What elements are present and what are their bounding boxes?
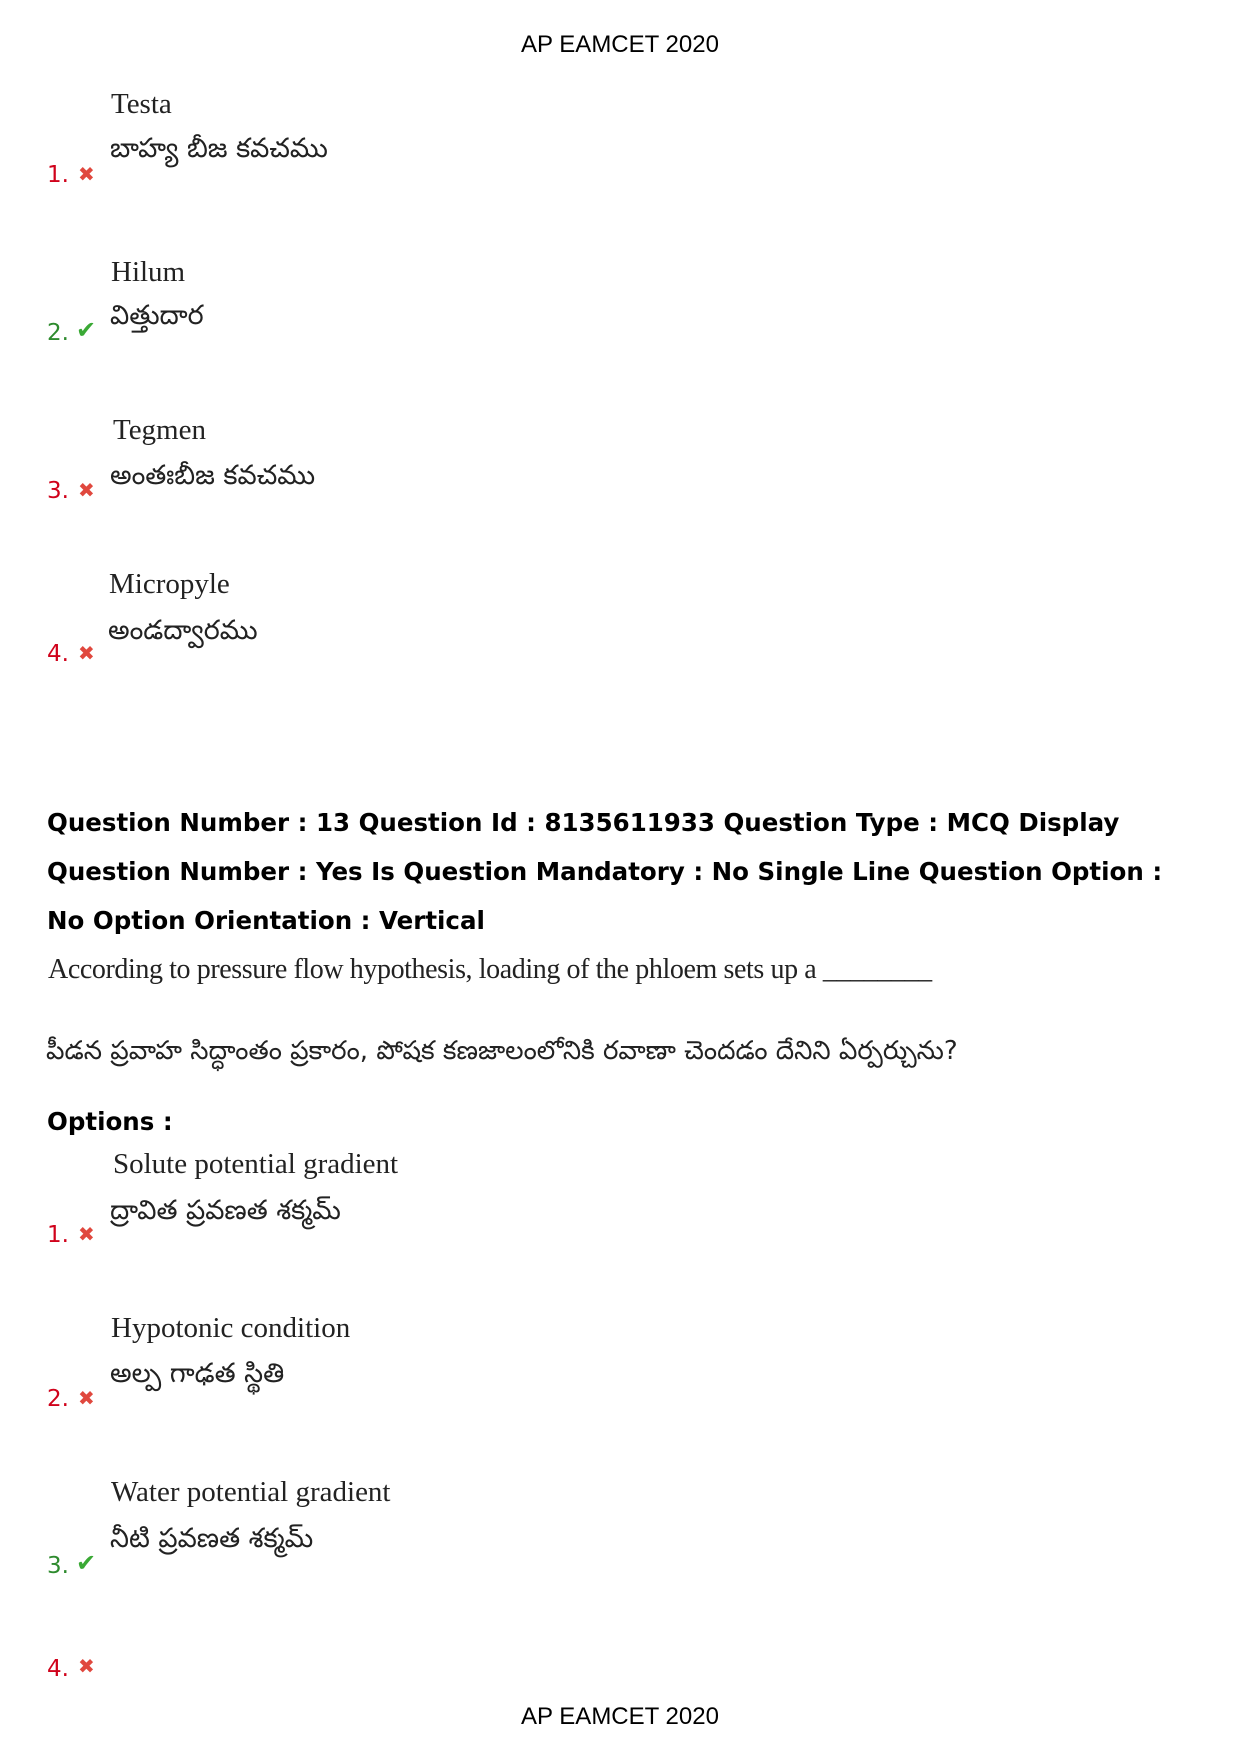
- option-1-number: 1.: [47, 1222, 69, 1248]
- prev-option-2-number: 2.: [47, 320, 69, 346]
- option-3-english: Water potential gradient: [111, 1476, 391, 1508]
- cross-icon: ✖: [78, 641, 95, 665]
- option-2-telugu: అల్ప గాఢత స్థితి: [110, 1358, 285, 1389]
- option-1-telugu: ద్రావిత ప్రవణత శక్మమ్: [110, 1195, 341, 1226]
- option-3-number: 3.: [47, 1553, 69, 1579]
- question-meta: Question Number : 13 Question Id : 8135611933 Question Type : MCQ Display Question Number : Yes Is Question Mandatory : No Single Line Question Option : No Option Orientation : Vertical: [47, 808, 1163, 935]
- option-1-english: Solute potential gradient: [113, 1148, 399, 1180]
- option-4-number: 4.: [47, 1656, 69, 1682]
- prev-option-4-telugu: అండద్వారము: [108, 615, 258, 646]
- question-text-telugu: పీడన ప్రవాహ సిద్ధాంతం ప్రకారం, పోషక కణజాలంలోనికి రవాణా చెందడం దేనిని ఏర్పర్చును?: [46, 1036, 958, 1066]
- options-label: Options :: [47, 1107, 173, 1136]
- prev-option-1-number: 1.: [47, 162, 69, 188]
- cross-icon: ✖: [78, 1222, 95, 1246]
- check-icon: ✔: [76, 1549, 97, 1577]
- check-icon: ✔: [76, 316, 97, 344]
- page-footer: AP EAMCET 2020: [521, 1703, 719, 1730]
- option-2-english: Hypotonic condition: [111, 1312, 351, 1344]
- page-header: AP EAMCET 2020: [521, 31, 719, 58]
- question-text-english: According to pressure flow hypothesis, loading of the phloem sets up a ________: [48, 954, 932, 985]
- option-3-telugu: నీటి ప్రవణత శక్మమ్: [110, 1523, 314, 1554]
- prev-option-1-telugu: బాహ్య బీజ కవచము: [110, 133, 328, 164]
- prev-option-2-english: Hilum: [111, 256, 186, 288]
- prev-option-4-number: 4.: [47, 641, 69, 667]
- option-2-number: 2.: [47, 1386, 69, 1412]
- cross-icon: ✖: [78, 162, 95, 186]
- cross-icon: ✖: [78, 478, 95, 502]
- cross-icon: ✖: [78, 1654, 95, 1678]
- prev-option-3-english: Tegmen: [113, 414, 206, 446]
- prev-option-3-number: 3.: [47, 478, 69, 504]
- prev-option-1-english: Testa: [111, 88, 172, 120]
- prev-option-4-english: Micropyle: [109, 568, 230, 600]
- prev-option-3-telugu: అంతఃబీజ కవచము: [110, 460, 316, 491]
- prev-option-2-telugu: విత్తుదార: [110, 300, 204, 331]
- cross-icon: ✖: [78, 1386, 95, 1410]
